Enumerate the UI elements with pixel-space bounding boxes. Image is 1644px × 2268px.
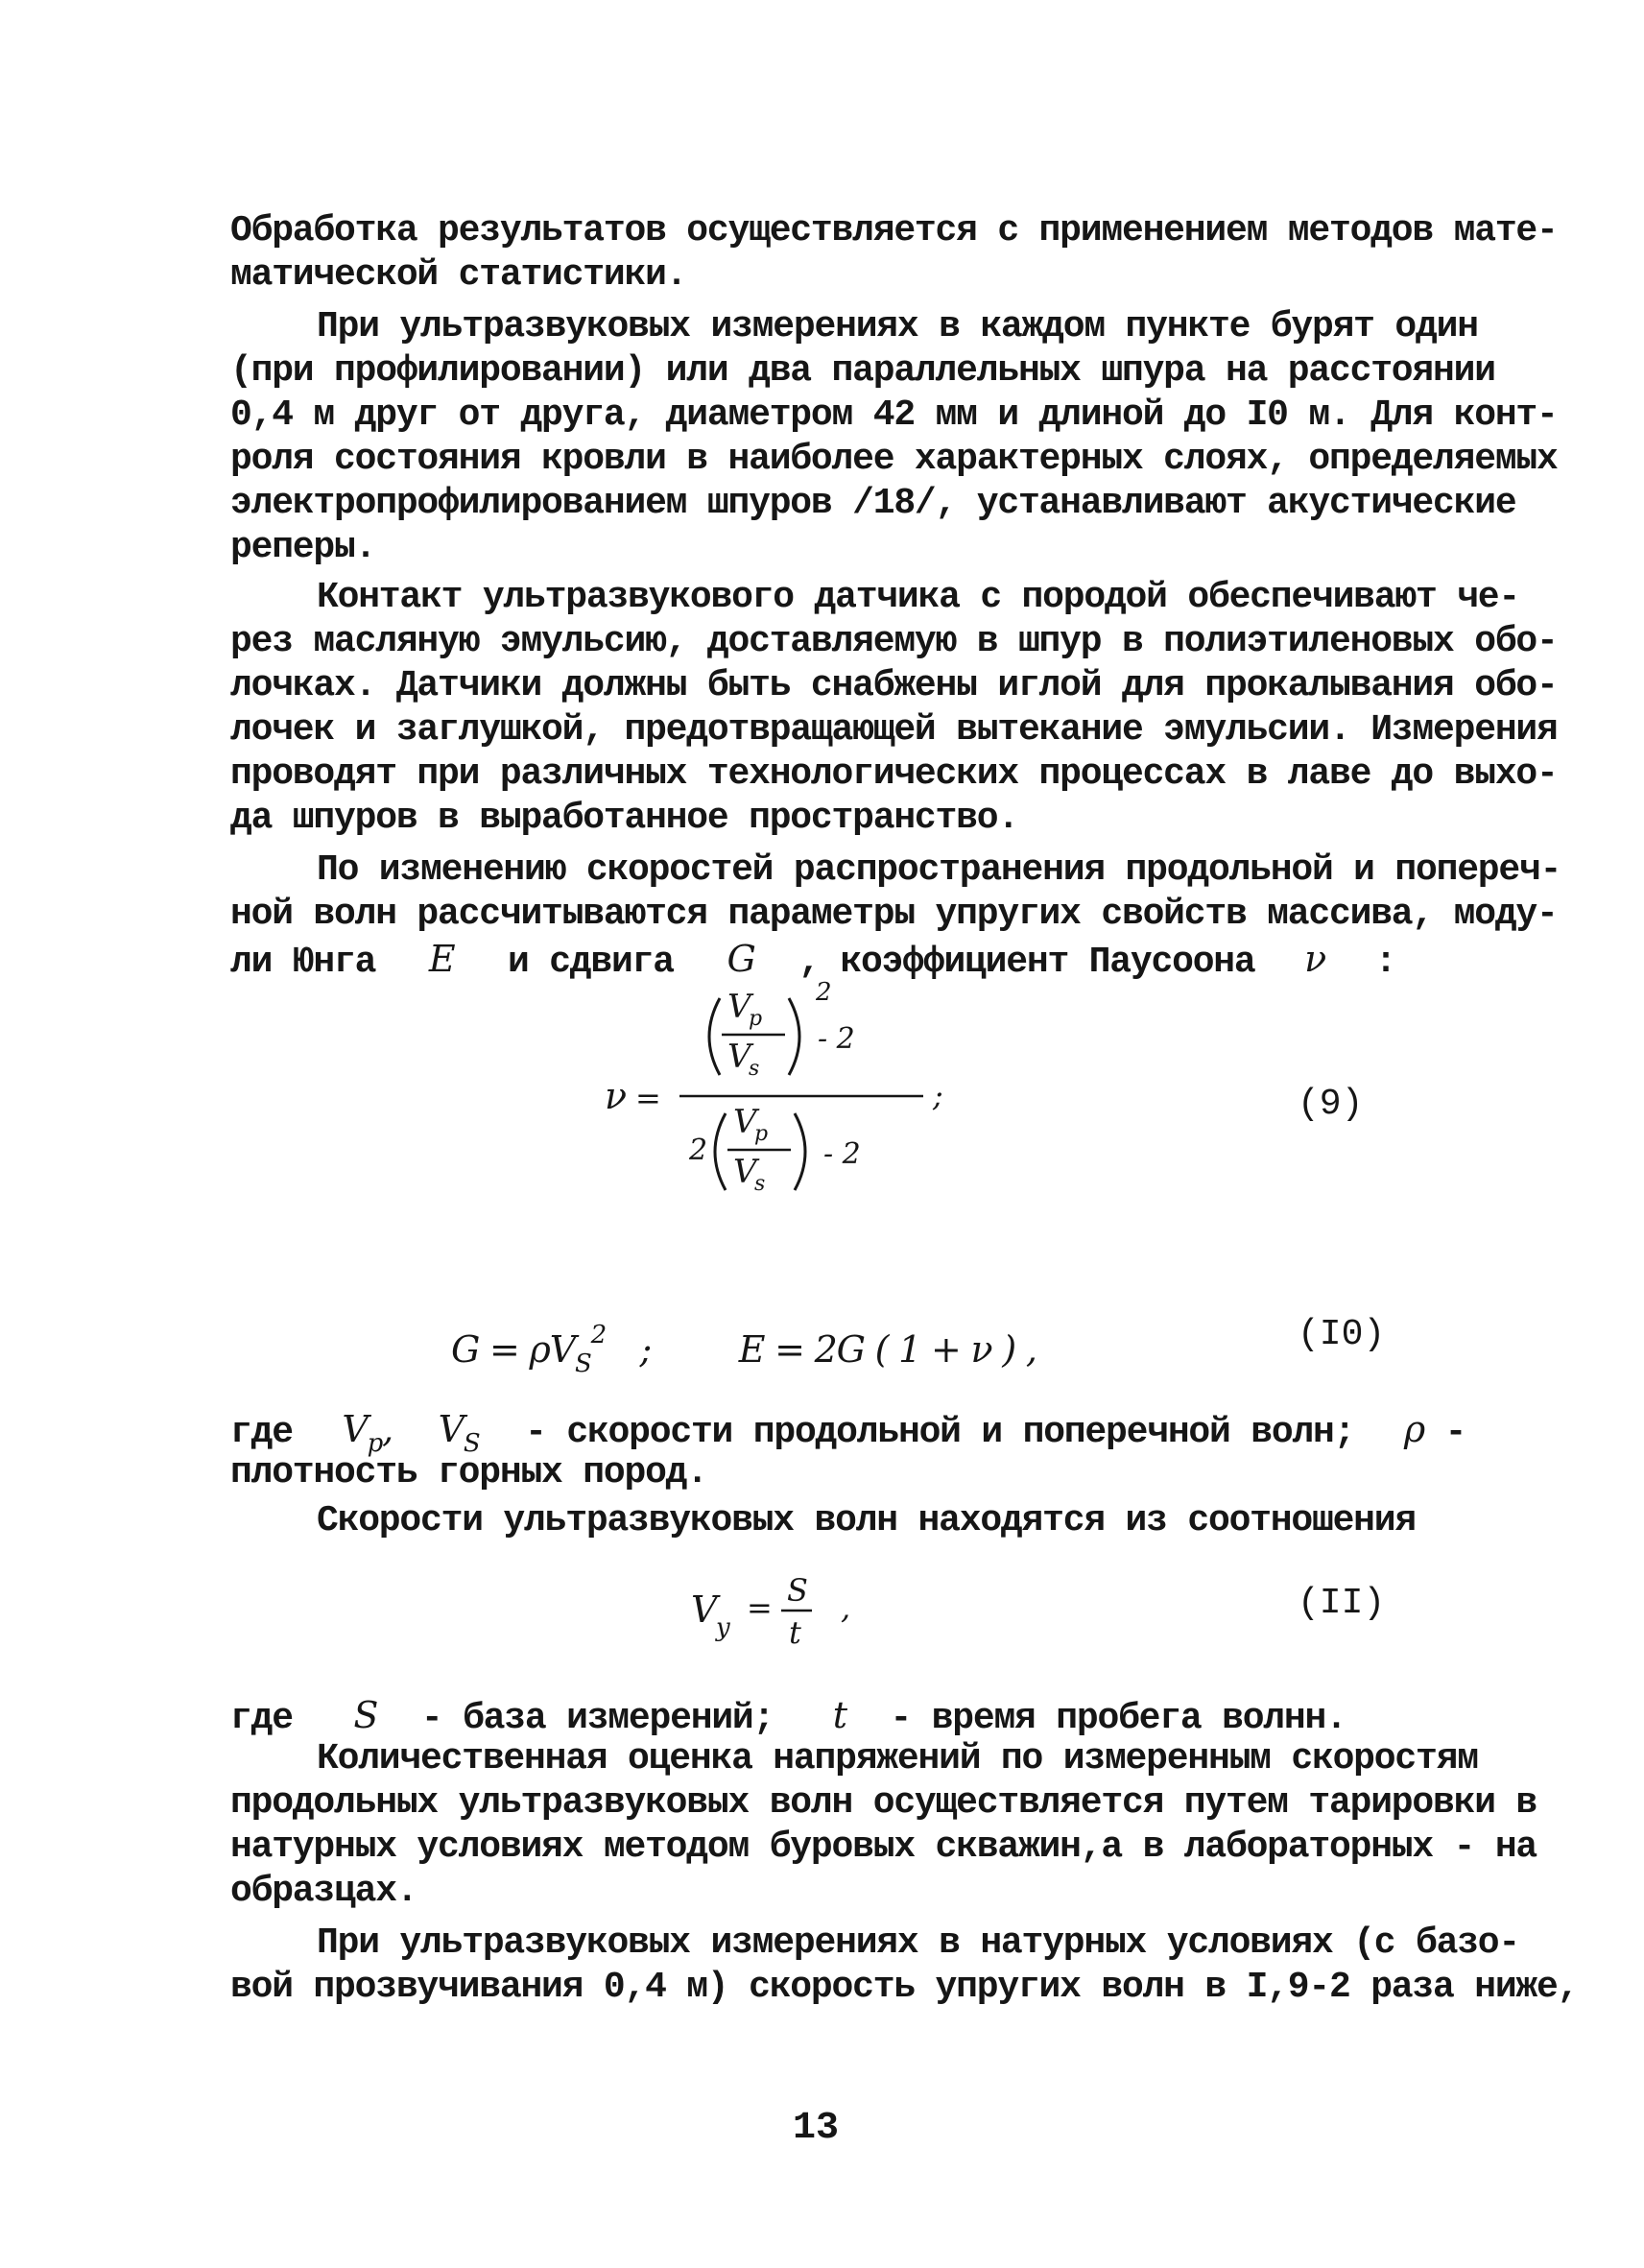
- equation-9: [576, 979, 1008, 1219]
- text-line: электропрофилированием шпуров /18/, устанавливают акустические: [230, 483, 1516, 524]
- eq11-numerator: S: [787, 1572, 808, 1609]
- eq11-lhs: V: [691, 1588, 718, 1631]
- eq9-den-vs-sub: s: [754, 1172, 766, 1196]
- eq9-den-coef: 2: [689, 1134, 708, 1167]
- text-line: При ультразвуковых измерениях в натурных условиях (с базо-: [317, 1922, 1520, 1964]
- moduli-line: [230, 937, 1440, 985]
- eq9-den-minus: - 2: [823, 1137, 861, 1171]
- text-line: Контакт ультразвукового датчика с породой обеспечивают че-: [317, 577, 1520, 618]
- symbol-vs-sub: S: [463, 1429, 480, 1458]
- symbol-vp-sub: p: [367, 1429, 383, 1458]
- eq10-sup: 2: [590, 1321, 606, 1349]
- equation-11: [672, 1555, 921, 1660]
- eq10-part-b: E = 2G ( 1 + ν ) ,: [738, 1328, 1036, 1371]
- eq9-vs: V: [727, 1038, 751, 1076]
- text-line: плотность горных пород.: [230, 1452, 707, 1493]
- text-line: При ультразвуковых измерениях в каждом пункте бурят один: [317, 306, 1478, 347]
- symbol-nu: ν: [1304, 938, 1326, 980]
- text-fragment: , коэффициент Паусоона: [798, 942, 1255, 983]
- eq9-lhs: ν: [605, 1075, 628, 1117]
- text-fragment: - база измерений;: [420, 1698, 774, 1739]
- eq9-den-vs: V: [733, 1153, 757, 1191]
- text-fragment: и сдвига: [508, 942, 674, 983]
- symbol-G: G: [727, 938, 755, 980]
- text-line: продольных ультразвуковых волн осуществляется путем тарировки в: [230, 1782, 1537, 1824]
- eq9-vp-sub: p: [749, 1007, 763, 1031]
- text-line: ной волн рассчитываются параметры упругих свойств массива, моду-: [230, 894, 1558, 935]
- text-line: лочках. Датчики должны быть снабжены иглой для прокалывания обо-: [230, 665, 1558, 706]
- text-fragment: -: [1444, 1412, 1466, 1453]
- text-fragment: где: [230, 1412, 293, 1453]
- text-fragment: ли Юнга: [230, 942, 376, 983]
- text-line: лочек и заглушкой, предотвращающей вытекание эмульсии. Измерения: [230, 709, 1558, 751]
- eq10-sub: S: [574, 1349, 591, 1378]
- text-line: (при профилировании) или два параллельных шпура на расстоянии: [230, 350, 1495, 392]
- text-line: роля состояния кровли в наиболее характерных слоях, определяемых: [230, 439, 1558, 480]
- symbol-vs: V: [438, 1408, 464, 1450]
- text-line: Обработка результатов осуществляется с применением методов мате-: [230, 210, 1558, 251]
- text-line: По изменению скоростей распространения продольной и попереч-: [317, 849, 1561, 891]
- equation-number: (I0): [1298, 1314, 1386, 1355]
- text-fragment: - скорости продольной и поперечной волн;: [525, 1412, 1355, 1453]
- eq11-comma: ,: [841, 1589, 851, 1626]
- eq11-equals: =: [747, 1589, 773, 1626]
- text-line: матической статистики.: [230, 254, 687, 296]
- eq9-den-vp-sub: p: [754, 1122, 769, 1146]
- text-line: реперы.: [230, 527, 376, 568]
- page-number: 13: [792, 2107, 839, 2150]
- symbol-rho: ρ: [1403, 1408, 1425, 1450]
- text-line: проводят при различных технологических процессах в лаве до выхо-: [230, 753, 1558, 795]
- text-line: Количественная оценка напряжений по измеренным скоростям: [317, 1738, 1478, 1779]
- text-fragment: - время пробега волнн.: [890, 1698, 1346, 1739]
- eq9-num-minus: - 2: [818, 1022, 855, 1056]
- eq11-denominator: t: [789, 1614, 801, 1651]
- text-fragment: :: [1374, 942, 1396, 983]
- text-line: образцах.: [230, 1871, 417, 1912]
- symbol-S: S: [353, 1694, 378, 1736]
- text-line: натурных условиях методом буровых скважин,а в лабораторных - на: [230, 1826, 1537, 1868]
- equation-10: [451, 1313, 1123, 1386]
- text-line: 0,4 м друг от друга, диаметром 42 мм и длиной до I0 м. Для конт-: [230, 394, 1558, 436]
- eq9-equals: =: [635, 1080, 661, 1116]
- eq9-semicolon: ;: [933, 1077, 943, 1113]
- symbol-vp: V: [342, 1408, 368, 1450]
- text-line: вой прозвучивания 0,4 м) скорость упругих волн в I,9-2 раза ниже,: [230, 1967, 1579, 2008]
- eq9-power: 2: [816, 979, 832, 1007]
- eq9-vp: V: [727, 988, 751, 1026]
- eq11-lhs-sub: y: [716, 1613, 730, 1642]
- eq9-vs-sub: s: [749, 1057, 760, 1081]
- equation-number: (II): [1298, 1583, 1386, 1624]
- text-line: Скорости ультразвуковых волн находятся из соотношения: [317, 1500, 1416, 1541]
- eq9-den-vp: V: [733, 1103, 757, 1141]
- text-line: да шпуров в выработанное пространство.: [230, 798, 1018, 839]
- text-fragment: ,: [382, 1408, 393, 1450]
- symbol-E: E: [428, 938, 455, 980]
- definition-line: [230, 1693, 1440, 1741]
- equation-number: (9): [1298, 1084, 1364, 1125]
- eq10-separator: ;: [639, 1328, 652, 1371]
- eq10-part-a: G = ρV: [451, 1328, 575, 1371]
- text-fragment: где: [230, 1698, 293, 1739]
- symbol-t: t: [832, 1694, 846, 1736]
- text-line: рез масляную эмульсию, доставляемую в шпур в полиэтиленовых обо-: [230, 621, 1558, 662]
